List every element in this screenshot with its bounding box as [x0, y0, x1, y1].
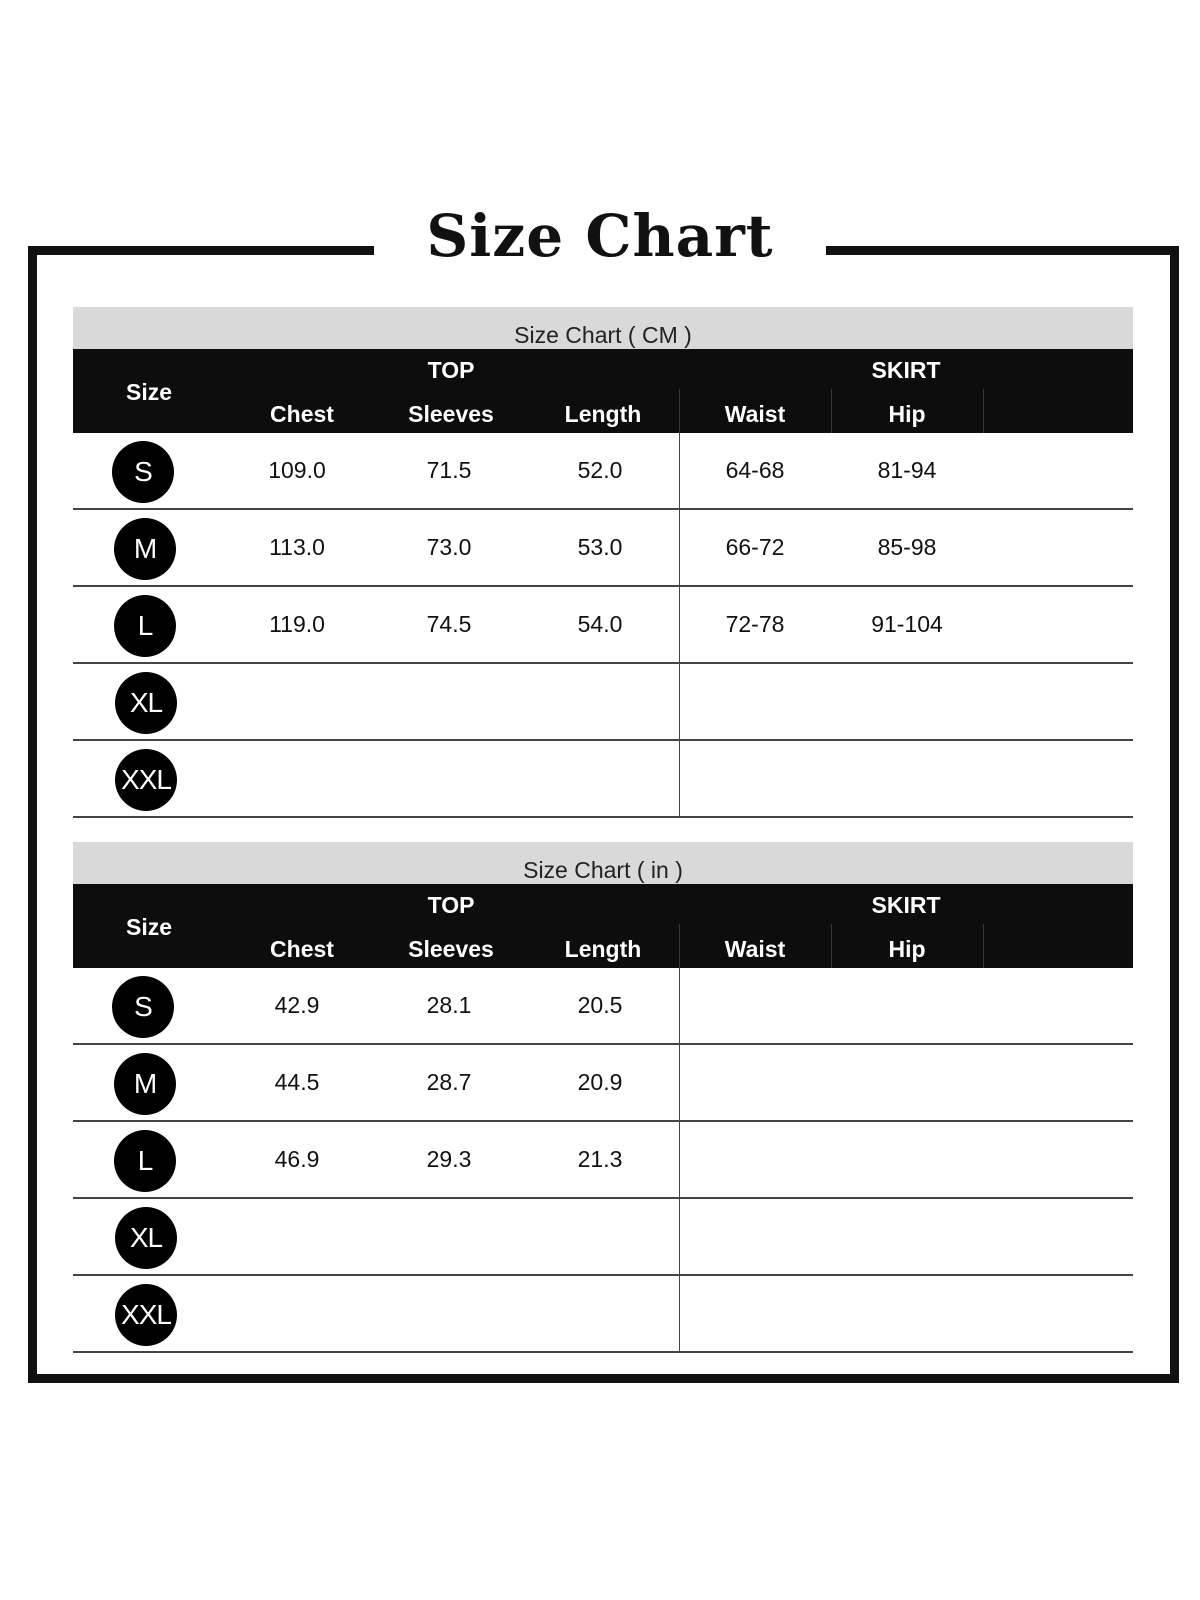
cell-waist: 66-72 [725, 534, 785, 560]
header-top: TOP [427, 357, 475, 383]
table-row [73, 587, 1133, 664]
header-divider [983, 389, 984, 433]
column-divider [679, 968, 680, 1043]
size-badge: M [114, 518, 176, 580]
cell-length: 20.9 [577, 1069, 623, 1095]
cell-length: 54.0 [577, 611, 623, 637]
table-caption: Size Chart ( CM ) [73, 307, 1133, 349]
cell-sleeves: 28.1 [426, 992, 472, 1018]
header-sleeves: Sleeves [408, 401, 494, 427]
table-row [73, 510, 1133, 587]
column-divider [679, 1199, 680, 1274]
cell-chest: 46.9 [274, 1146, 320, 1172]
cell-waist: 64-68 [725, 457, 785, 483]
cell-chest: 113.0 [269, 534, 325, 560]
column-divider [679, 664, 680, 739]
table-row [73, 968, 1133, 1045]
column-divider [679, 1276, 680, 1351]
header-skirt: SKIRT [871, 357, 941, 383]
table-body [73, 433, 1133, 818]
cell-sleeves: 28.7 [426, 1069, 472, 1095]
cell-chest: 42.9 [274, 992, 320, 1018]
table-row [73, 1276, 1133, 1353]
header-waist: Waist [724, 936, 786, 962]
header-size: Size [125, 379, 173, 405]
column-divider [679, 1045, 680, 1120]
header-skirt: SKIRT [871, 892, 941, 918]
header-hip: Hip [888, 936, 926, 962]
header-top: TOP [427, 892, 475, 918]
table-row [73, 1122, 1133, 1199]
cell-length: 52.0 [577, 457, 623, 483]
cell-length: 20.5 [577, 992, 623, 1018]
cell-length: 21.3 [577, 1146, 623, 1172]
header-length: Length [564, 401, 642, 427]
cell-chest: 119.0 [269, 611, 325, 637]
size-badge: XXL [115, 1284, 177, 1346]
cell-sleeves: 73.0 [426, 534, 472, 560]
size-table-in [73, 842, 1133, 1353]
column-divider [679, 1122, 680, 1197]
column-divider [679, 741, 680, 816]
cell-waist: 72-78 [725, 611, 785, 637]
cell-hip: 81-94 [877, 457, 937, 483]
header-divider [679, 924, 680, 968]
header-length: Length [564, 936, 642, 962]
page-title: Size Chart [426, 202, 774, 270]
cell-hip: 91-104 [871, 611, 943, 637]
cell-chest: 109.0 [268, 457, 326, 483]
size-badge: XL [115, 1207, 177, 1269]
size-badge: L [114, 595, 176, 657]
header-size: Size [125, 914, 173, 940]
column-divider [679, 433, 680, 508]
cell-sleeves: 29.3 [426, 1146, 472, 1172]
header-divider [831, 389, 832, 433]
table-header [73, 884, 1133, 968]
cell-hip: 85-98 [877, 534, 937, 560]
table-row [73, 664, 1133, 741]
size-badge: M [114, 1053, 176, 1115]
header-chest: Chest [270, 936, 334, 962]
table-row [73, 1199, 1133, 1276]
header-sleeves: Sleeves [408, 936, 494, 962]
column-divider [679, 587, 680, 662]
cell-sleeves: 71.5 [426, 457, 472, 483]
size-badge: S [112, 441, 174, 503]
header-divider [679, 389, 680, 433]
table-caption: Size Chart ( in ) [73, 842, 1133, 884]
header-chest: Chest [270, 401, 334, 427]
size-badge: XXL [115, 749, 177, 811]
header-divider [831, 924, 832, 968]
size-table-cm [73, 307, 1133, 818]
column-divider [679, 510, 680, 585]
table-row [73, 1045, 1133, 1122]
table-header [73, 349, 1133, 433]
table-row [73, 433, 1133, 510]
header-hip: Hip [888, 401, 926, 427]
table-row [73, 741, 1133, 818]
size-badge: S [112, 976, 174, 1038]
cell-length: 53.0 [577, 534, 623, 560]
table-body [73, 968, 1133, 1353]
cell-sleeves: 74.5 [426, 611, 472, 637]
header-divider [983, 924, 984, 968]
header-waist: Waist [724, 401, 786, 427]
size-badge: XL [115, 672, 177, 734]
cell-chest: 44.5 [274, 1069, 320, 1095]
size-badge: L [114, 1130, 176, 1192]
